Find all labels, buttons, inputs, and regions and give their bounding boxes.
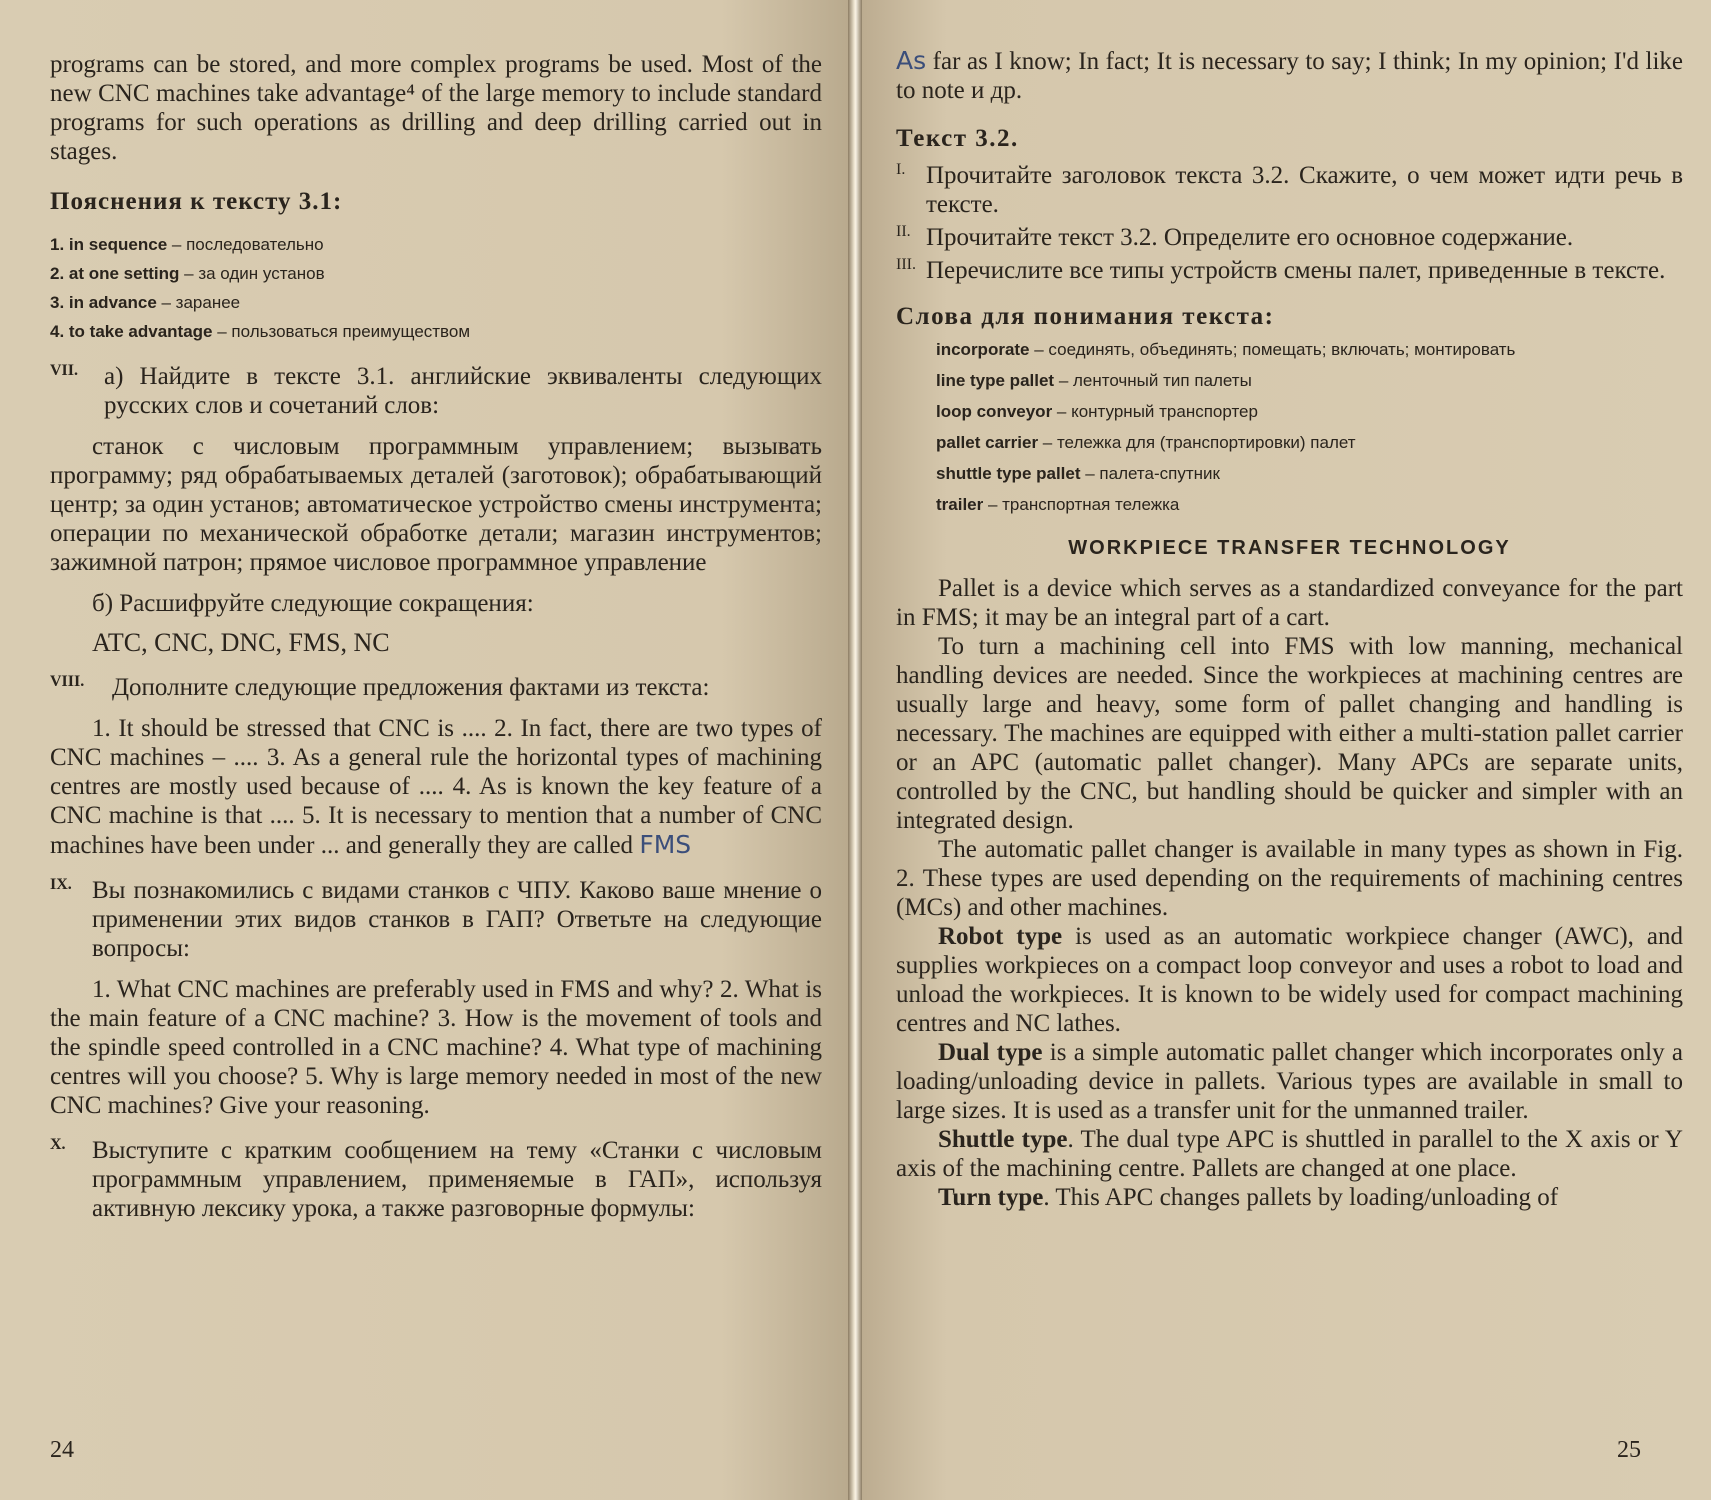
handwritten-circle-note: As [896,46,927,75]
note-item: 2. at one setting – за один установ [50,264,325,283]
right-page [862,0,1711,1500]
exercise-number: IX. [50,876,72,893]
abbreviations: ATC, CNC, DNC, FMS, NC [92,628,390,657]
article-paragraph: Robot type is used as an automatic workpiece changer (AWC), and supplies workpieces on a compact loop conveyor and uses a robot to load and unload the workpieces. It is known to be widely used for compact machining centres and NC lathes. [896,923,1683,1037]
exercise-9-text: Вы познакомились с видами станков с ЧПУ. Каково ваше мнение о применении этих видов станков в ГАП? Ответьте на следующие вопросы: [92,877,822,962]
exercise-7a-text: а) Найдите в тексте 3.1. английские эквиваленты следующих русских слов и сочетаний слов: [104,363,822,419]
exercise-7b-text: б) Расшифруйте следующие сокращения: [92,590,534,617]
words-title: Слова для понимания текста: [896,303,1275,330]
article-paragraph: Pallet is a device which serves as a standardized conveyance for the part in FMS; it may be an integral part of a cart. [896,575,1683,631]
notes-title: Пояснения к тексту 3.1: [50,188,343,215]
notes-list [50,230,822,346]
vocabulary-item: shuttle type pallet – палета-спутник [936,464,1220,483]
note-item: 1. in sequence – последовательно [50,235,324,254]
exercise-7 [50,362,822,420]
exercise-8-text: Дополните следующие предложения фактами из текста: [112,674,710,701]
page-number-right: 25 [1617,1437,1641,1463]
article-paragraph: To turn a machining cell into FMS with low manning, mechanical handling devices are needed. Since the workpieces at machining centres are usually large and heavy, some form of pallet changing and handling is necessary. The machines are equipped with either a multi-station pallet carrier or an APC (automatic pallet changer). Many APCs are separate units, controlled by the CNC, but handling should be quicker and simpler with an integrated design. [896,633,1683,834]
vocabulary-list [936,335,1683,519]
book-gutter [848,0,862,1500]
task-item: I. Прочитайте заголовок текста 3.2. Скажите, о чем может идти речь в тексте. [896,161,1683,218]
text-title: Текст 3.2. [896,125,1019,152]
exercise-number: VII. [50,362,79,379]
article-paragraph: Shuttle type. The dual type APC is shuttled in parallel to the X axis or Y axis of the machining centre. Pallets are changed at one place. [896,1126,1683,1182]
exercise-10-text: Выступите с кратким сообщением на тему «Станки с числовым программным управлением, применяемые в ГАП», используя активную лексику урока, а также разговорные формулы: [92,1137,822,1222]
vocabulary-item: incorporate – соединять, объединять; помещать; включать; монтировать [936,340,1516,359]
exercise-10 [50,1136,822,1223]
handwritten-note: FMS [639,830,692,859]
left-intro-paragraph: programs can be stored, and more complex programs be used. Most of the new CNC machines take advantage⁴ of the large memory to include standard programs for such operations as drilling and deep drilling carried out in stages. [50,51,822,165]
exercise-9 [50,876,822,963]
exercise-7-words: станок с числовым программным управлением; вызывать программу; ряд обрабатываемых деталей (заготовок); обрабатывающий центр; за один установ; автоматическое устройство смены инструмента; операции по механической обработке детали; магазин инструментов; зажимной патрон; прямое числовое программное управление [50,433,822,576]
task-item: III. Перечислите все типы устройств смены палет, приведенные в тексте. [896,256,1666,284]
vocabulary-item: trailer – транспортная тележка [936,495,1180,514]
exercise-9-questions: 1. What CNC machines are preferably used in FMS and why? 2. What is the main feature of a CNC machine? 3. How is the movement of tools and the spindle speed controlled in a CNC machine? 4. What type of machining centres will you choose? 5. Why is large memory needed in most of the new CNC machines? Give your reasoning. [50,976,822,1119]
exercise-8 [50,673,822,702]
vocabulary-item: pallet carrier – тележка для (транспортировки) палет [936,433,1356,452]
note-item: 4. to take advantage – пользоваться преимуществом [50,322,471,341]
page-number-left: 24 [50,1437,74,1463]
left-page [0,0,848,1500]
vocabulary-item: line type pallet – ленточный тип палеты [936,371,1252,390]
article-paragraph: Dual type is a simple automatic pallet changer which incorporates only a loading/unloading device in pallets. Various types are available in small to large sizes. It is used as a transfer unit for the unmanned trailer. [896,1039,1683,1124]
article-paragraph: The automatic pallet changer is available in many types as shown in Fig. 2. These types are used depending on the requirements of machining centres (MCs) and other machines. [896,836,1683,921]
exercise-number: VIII. [50,673,85,690]
exercise-number: X. [50,1136,66,1153]
exercise-8-sentences: 1. It should be stressed that CNC is .... 2. In fact, there are two types of CNC machines – .... 3. As a general rule the horizontal types of machining centres are mostly used because of .... 4. As is known the key feature of a CNC machine is that .... 5. It is necessary to mention that a number of CNC machines have been under ... and generally they are called FMS [50,715,822,859]
task-item: II. Прочитайте текст 3.2. Определите его основное содержание. [896,223,1574,251]
right-intro-paragraph: As far as I know; In fact; It is necessary to say; I think; In my opinion; I'd like to note и др. [896,46,1683,104]
article-paragraph: Turn type. This APC changes pallets by loading/unloading of [938,1184,1559,1211]
note-item: 3. in advance – заранее [50,293,241,312]
vocabulary-item: loop conveyor – контурный транспортер [936,402,1258,421]
article-title: WORKPIECE TRANSFER TECHNOLOGY [1068,537,1511,559]
